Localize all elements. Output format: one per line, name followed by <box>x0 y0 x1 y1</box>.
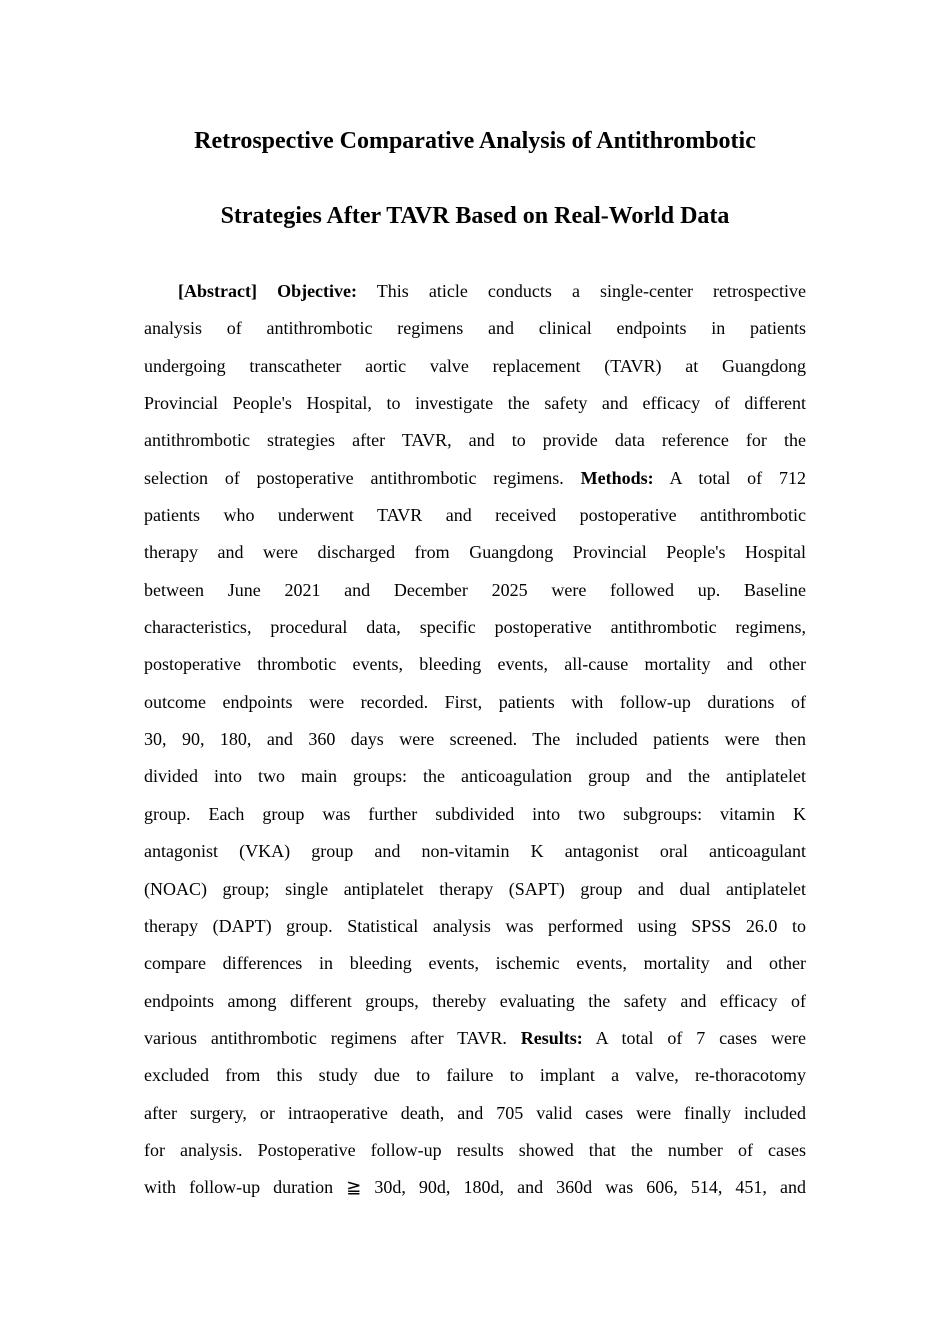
abstract-line: endpoints among different groups, thereby evaluating the safety and efficacy of <box>144 990 806 1011</box>
abstract-line: characteristics, procedural data, specific postoperative antithrombotic regimens, <box>144 617 806 638</box>
abstract-line: between June 2021 and December 2025 were followed up. Baseline <box>144 579 806 600</box>
abstract-line: analysis of antithrombotic regimens and clinical endpoints in patients <box>144 318 806 339</box>
abstract-line: group. Each group was further subdivided into two subgroups: vitamin K <box>144 803 806 824</box>
abstract-line: after surgery, or intraoperative death, and 705 valid cases were finally included <box>144 1102 806 1123</box>
abstract-line: outcome endpoints were recorded. First, patients with follow-up durations of <box>144 691 806 712</box>
methods-label: Methods: <box>580 467 654 488</box>
abstract-line: various antithrombotic regimens after TAVR. Results: A total of 7 cases were <box>144 1027 806 1048</box>
abstract-line: Provincial People's Hospital, to investigate the safety and efficacy of different <box>144 393 806 414</box>
abstract-paragraph <box>144 273 806 1207</box>
abstract-line: divided into two main groups: the anticoagulation group and the antiplatelet <box>144 766 806 787</box>
results-label: Results: <box>520 1027 583 1048</box>
abstract-line: with follow-up duration ≧ 30d, 90d, 180d, and 360d was 606, 514, 451, and <box>144 1177 806 1198</box>
paper-title-line-1: Retrospective Comparative Analysis of Antithrombotic <box>194 128 756 154</box>
abstract-line: 30, 90, 180, and 360 days were screened. The included patients were then <box>144 729 806 750</box>
abstract-line: for analysis. Postoperative follow-up results showed that the number of cases <box>144 1139 806 1160</box>
abstract-line: patients who underwent TAVR and received postoperative antithrombotic <box>144 505 806 526</box>
abstract-line: excluded from this study due to failure to implant a valve, re-thoracotomy <box>144 1065 806 1086</box>
abstract-line: antithrombotic strategies after TAVR, and to provide data reference for the <box>144 430 806 451</box>
abstract-line: antagonist (VKA) group and non-vitamin K antagonist oral anticoagulant <box>144 841 806 862</box>
abstract-line: selection of postoperative antithrombotic regimens. Methods: A total of 712 <box>144 467 806 488</box>
paper-title-line-2: Strategies After TAVR Based on Real-World Data <box>220 203 730 229</box>
abstract-line: (NOAC) group; single antiplatelet therapy (SAPT) group and dual antiplatelet <box>144 878 806 899</box>
abstract-line: [Abstract] Objective: This aticle conducts a single-center retrospective <box>178 281 806 301</box>
abstract-line: postoperative thrombotic events, bleeding events, all-cause mortality and other <box>144 654 806 675</box>
abstract-label: [Abstract] <box>178 281 257 301</box>
objective-label: Objective: <box>277 281 358 301</box>
abstract-line: therapy (DAPT) group. Statistical analysis was performed using SPSS 26.0 to <box>144 915 806 936</box>
abstract-line: therapy and were discharged from Guangdong Provincial People's Hospital <box>144 542 806 563</box>
abstract-line: undergoing transcatheter aortic valve replacement (TAVR) at Guangdong <box>144 355 806 376</box>
abstract-line: compare differences in bleeding events, ischemic events, mortality and other <box>144 953 806 974</box>
